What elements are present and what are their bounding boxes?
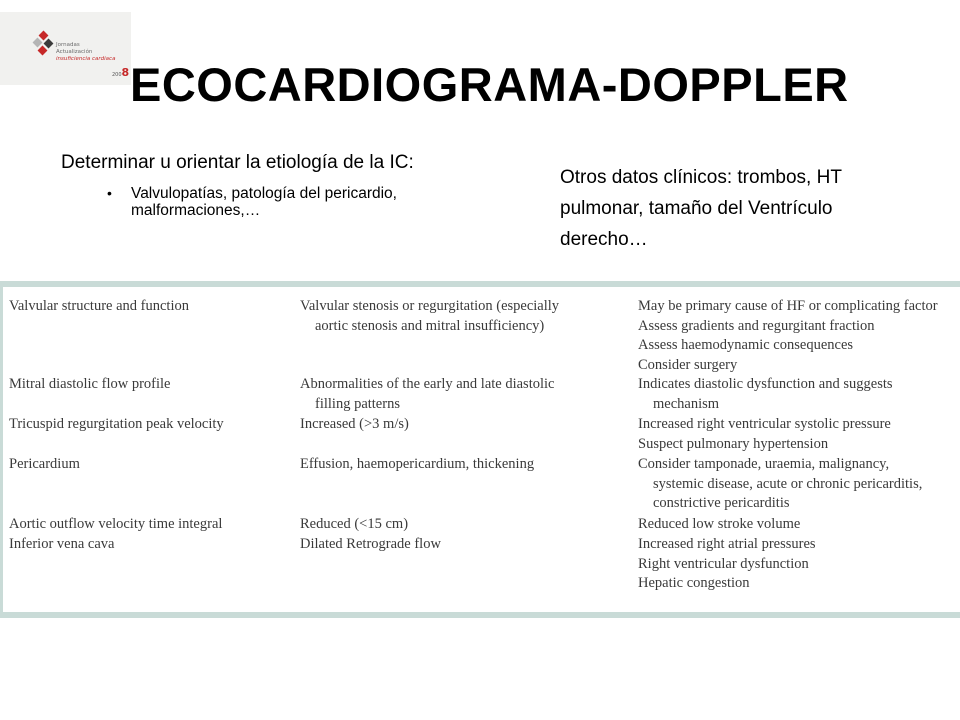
bullet-item	[107, 185, 411, 219]
implications-cell	[634, 535, 960, 595]
parameter-cell	[5, 375, 296, 415]
logo-diamond-mark	[34, 32, 54, 58]
cell-line: Mitral diastolic flow profile	[9, 376, 171, 392]
logo-year-prefix: 200	[112, 72, 122, 78]
table-row	[5, 455, 960, 515]
abnormality-cell	[296, 535, 634, 595]
abnormality-cell	[296, 297, 634, 375]
cell-line: Consider tamponade, uraemia, malignancy,	[638, 456, 890, 472]
bullet-text: Valvulopatías, patología del pericardio, malformaciones,…	[131, 185, 397, 219]
implications-cell	[634, 415, 960, 455]
cell-line: Tricuspid regurgitation peak velocity	[9, 416, 224, 432]
cell-line: Hepatic congestion	[638, 575, 750, 591]
abnormality-cell	[296, 415, 634, 455]
logo-line-1: Jornadas	[56, 42, 80, 48]
cell-line: Increased right ventricular systolic pressure	[638, 416, 891, 432]
implications-cell	[634, 297, 960, 375]
parameter-cell	[5, 297, 296, 375]
table-row	[5, 515, 960, 535]
logo-line-3: insuficiencia cardiaca	[56, 56, 116, 62]
implications-cell	[634, 515, 960, 535]
table-row	[5, 415, 960, 455]
cell-line: Suspect pulmonary hypertension	[638, 435, 829, 452]
abnormality-cell	[296, 375, 634, 415]
cell-line: Abnormalities of the early and late diastolic	[300, 376, 555, 392]
cell-line: Reduced (<15 cm)	[300, 516, 409, 532]
cell-line: filling patterns	[315, 395, 400, 412]
parameter-cell	[5, 455, 296, 515]
cell-line: mechanism	[653, 395, 720, 412]
parameter-cell	[5, 515, 296, 535]
left-main-text: Determinar u orientar la etiología de la IC:	[61, 152, 414, 173]
echo-table	[5, 297, 960, 595]
cell-line: Assess haemodynamic consequences	[638, 337, 854, 353]
bullet-dot-icon: •	[107, 185, 112, 201]
logo-text	[56, 42, 115, 63]
cell-line: systemic disease, acute or chronic pericarditis,	[653, 475, 923, 492]
cell-line: May be primary cause of HF or complicating factor	[638, 298, 938, 314]
cell-line: Aortic outflow velocity time integral	[9, 516, 223, 532]
implications-cell	[634, 375, 960, 415]
cell-line: Valvular structure and function	[9, 298, 189, 314]
left-text-block	[61, 153, 421, 219]
abnormality-cell	[296, 455, 634, 515]
parameter-cell	[5, 415, 296, 455]
parameter-cell	[5, 535, 296, 595]
cell-line: aortic stenosis and mitral insufficiency)	[315, 317, 545, 334]
cell-line: Pericardium	[9, 456, 80, 472]
table-row	[5, 375, 960, 415]
cell-line: Increased right atrial pressures	[638, 536, 816, 552]
table-row	[5, 535, 960, 595]
cell-line: Dilated Retrograde flow	[300, 536, 441, 552]
echo-table-frame	[0, 281, 960, 618]
cell-line: Inferior vena cava	[9, 536, 115, 552]
cell-line: constrictive pericarditis	[653, 495, 790, 511]
cell-line: Indicates diastolic dysfunction and suggests	[638, 376, 893, 392]
cell-line: Right ventricular dysfunction	[638, 555, 809, 572]
slide-title: ECOCARDIOGRAMA-DOPPLER	[130, 58, 849, 111]
logo-year-digit: 8	[121, 66, 130, 79]
logo-year	[112, 66, 129, 79]
logo-line-2: Actualización	[56, 49, 93, 55]
cell-line: Increased (>3 m/s)	[300, 416, 409, 432]
cell-line: Effusion, haemopericardium, thickening	[300, 456, 535, 472]
implications-cell	[634, 455, 960, 515]
cell-line: Assess gradients and regurgitant fraction	[638, 317, 875, 334]
cell-line: Reduced low stroke volume	[638, 516, 801, 532]
cell-line: Consider surgery	[638, 356, 738, 373]
cell-line: Valvular stenosis or regurgitation (especially	[300, 298, 560, 314]
abnormality-cell	[296, 515, 634, 535]
table-row	[5, 297, 960, 375]
right-text-block: Otros datos clínicos: trombos, HT pulmonar, tamaño del Ventrículo derecho…	[560, 167, 842, 250]
left-bullet-list	[61, 185, 421, 219]
